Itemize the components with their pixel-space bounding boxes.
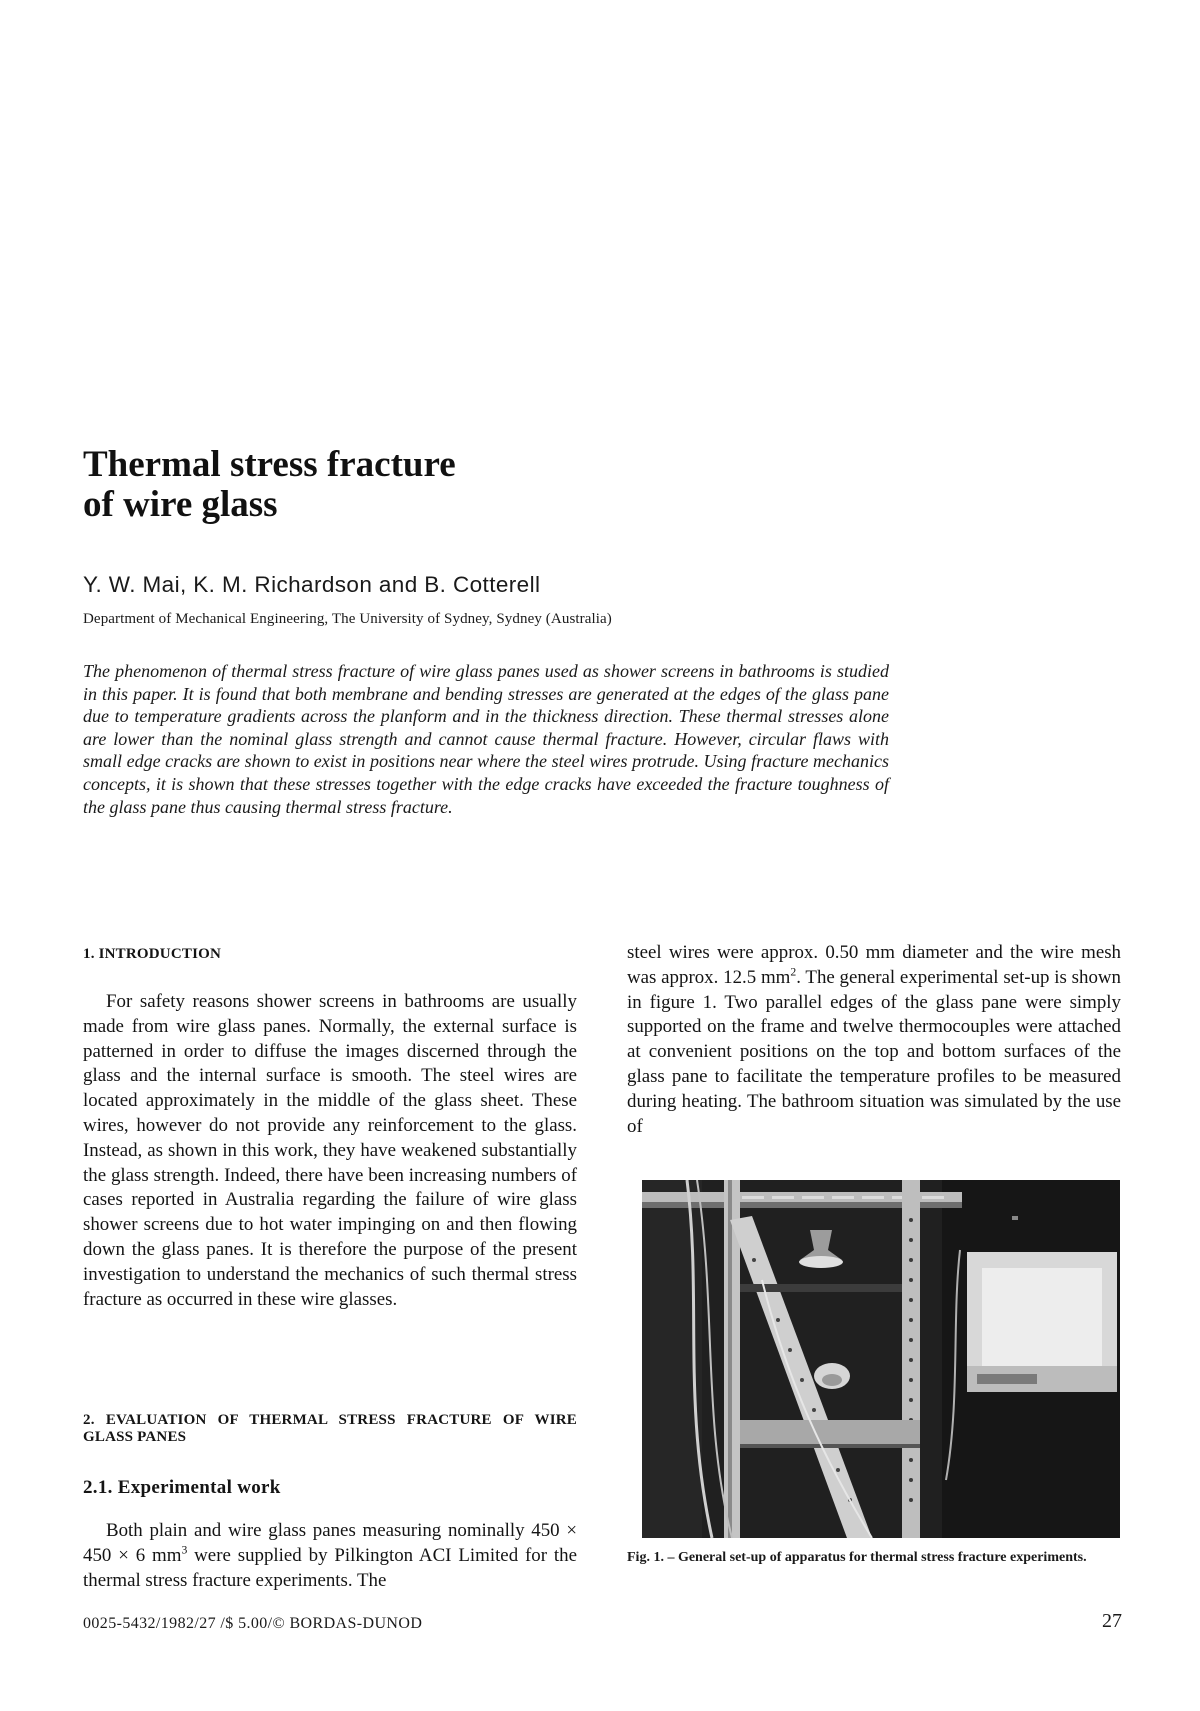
figure-apparatus-photo <box>642 1180 1120 1538</box>
apparatus-photo-graphic <box>642 1180 1120 1538</box>
experimental-text-a: Both plain and wire glass panes measuring nominally 450 × 450 × 6 mm <box>83 1520 577 1566</box>
abstract: The phenomenon of thermal stress fracture of wire glass panes used as shower screens in bathrooms is studied in this paper. It is found that both membrane and bending stresses are generated at the edges of the glass pane due to temperature gradients across the planform and in the thickness direction. These thermal stresses alone are lower than the nominal glass strength and cannot cause thermal fracture. However, circular flaws with small edge cracks are shown to exist in positions near where the steel wires protrude. Using fracture mechanics concepts, it is shown that these stresses together with the edge cracks have exceeded the fracture toughness of the glass pane thus causing thermal stress fracture. <box>83 661 889 817</box>
section-heading-evaluation: 2. EVALUATION OF THERMAL STRESS FRACTURE OF WIRE GLASS PANES <box>83 1412 577 1445</box>
experimental-paragraph <box>83 1519 577 1593</box>
title-line-1: Thermal stress fracture <box>83 444 456 485</box>
title-line-2: of wire glass <box>83 484 278 525</box>
affiliation: Department of Mechanical Engineering, The University of Sydney, Sydney (Australia) <box>83 611 612 627</box>
authors: Y. W. Mai, K. M. Richardson and B. Cotterell <box>83 572 541 597</box>
paper-title <box>83 445 683 525</box>
introduction-paragraph: For safety reasons shower screens in bathrooms are usually made from wire glass panes. Normally, the external surface is patterned in order to diffuse the images discerned through the glass and the internal surface is smooth. The steel wires are located approximately in the middle of the glass sheet. These wires, however do not provide any reinforcement to the glass. Instead, as shown in this work, they have weakened substantially the glass strength. Indeed, there have been increasing numbers of cases reported in Australia regarding the failure of wire glass shower screens due to hot water impinging on and then flowing down the glass panes. It is therefore the purpose of the present investigation to understand the mechanics of such thermal stress fracture as occurred in these wire glasses. <box>83 991 577 1310</box>
subsection-heading-experimental-work: 2.1. Experimental work <box>83 1477 281 1498</box>
figure-caption: Fig. 1. – General set-up of apparatus for thermal stress fracture experiments. <box>627 1550 1087 1565</box>
square-superscript: 2 <box>790 965 797 979</box>
section-heading-introduction: 1. INTRODUCTION <box>83 946 222 962</box>
cubic-superscript: 3 <box>181 1543 188 1557</box>
experimental-text-b: were supplied by Pilkington ACI Limited for the thermal stress fracture experiments. The <box>83 1544 577 1591</box>
experimental-paragraph-continued <box>627 941 1121 1139</box>
continued-text-b: . The general experimental set-up is shown in figure 1. Two parallel edges of the glass pane were simply supported on the frame and twelve thermocouples were attached at convenient positions on the top and bottom surfaces of the glass pane to facilitate the temperature profiles to be measured during heating. The bathroom situation was simulated by the use of <box>627 966 1121 1137</box>
page-number: 27 <box>1102 1610 1122 1632</box>
publication-code: 0025-5432/1982/27 /$ 5.00/© BORDAS-DUNOD <box>83 1615 423 1632</box>
continued-text-a: steel wires were approx. 0.50 mm diameter and the wire mesh was approx. 12.5 mm <box>627 942 1121 988</box>
